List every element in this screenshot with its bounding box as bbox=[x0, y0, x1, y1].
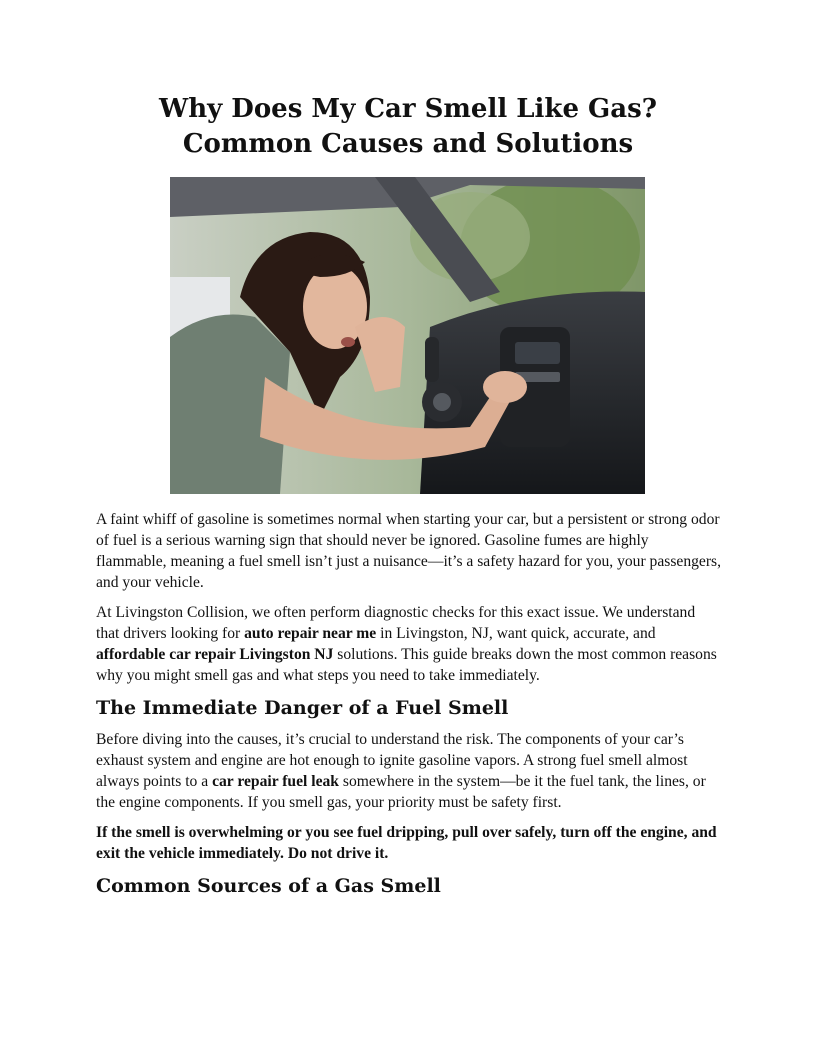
danger-text-1: Before diving into the causes, it’s crucial to understand the risk. The components of your car’s exhaust system and engine are hot enough to ignite gasoline vapors. A strong fuel smell almost always points to a bbox=[96, 731, 688, 790]
intro-paragraph: A faint whiff of gasoline is sometimes normal when starting your car, but a persistent or strong odor of fuel is a serious warning sign that should never be ignored. Gasoline fumes are highly flammable, meaning a fuel smell isn’t just a nuisance—it’s a safety hazard for you, your passengers, and your vehicle. bbox=[96, 511, 722, 591]
livingston-paragraph bbox=[96, 602, 722, 686]
keyword-affordable-car-repair: affordable car repair Livingston NJ bbox=[96, 646, 334, 663]
article-body bbox=[96, 509, 722, 907]
heading-immediate-danger: The Immediate Danger of a Fuel Smell bbox=[96, 697, 509, 719]
heading-common-sources: Common Sources of a Gas Smell bbox=[96, 875, 441, 897]
hero-photo bbox=[170, 177, 645, 494]
article-title: Why Does My Car Smell Like Gas? Common Causes and Solutions bbox=[159, 94, 657, 159]
danger-text-2: somewhere in the system—be it the fuel tank, the lines, or the engine components. If you smell gas, your priority must be safety first. bbox=[96, 773, 706, 811]
livingston-text-1: At Livingston Collision, we often perform diagnostic checks for this exact issue. We understand that drivers looking for bbox=[96, 604, 696, 642]
livingston-text-2: in Livingston, NJ, want quick, accurate, and bbox=[376, 625, 656, 642]
keyword-car-repair-fuel-leak: car repair fuel leak bbox=[212, 773, 339, 790]
keyword-auto-repair-near-me: auto repair near me bbox=[244, 625, 377, 642]
woman-smelling-gas-in-car-illustration bbox=[170, 177, 645, 494]
danger-paragraph bbox=[96, 729, 722, 813]
livingston-text-3: solutions. This guide breaks down the most common reasons why you might smell gas and what steps you need to take immediately. bbox=[96, 646, 717, 684]
safety-warning: If the smell is overwhelming or you see fuel dripping, pull over safely, turn off the engine, and exit the vehicle immediately. Do not drive it. bbox=[96, 824, 717, 862]
